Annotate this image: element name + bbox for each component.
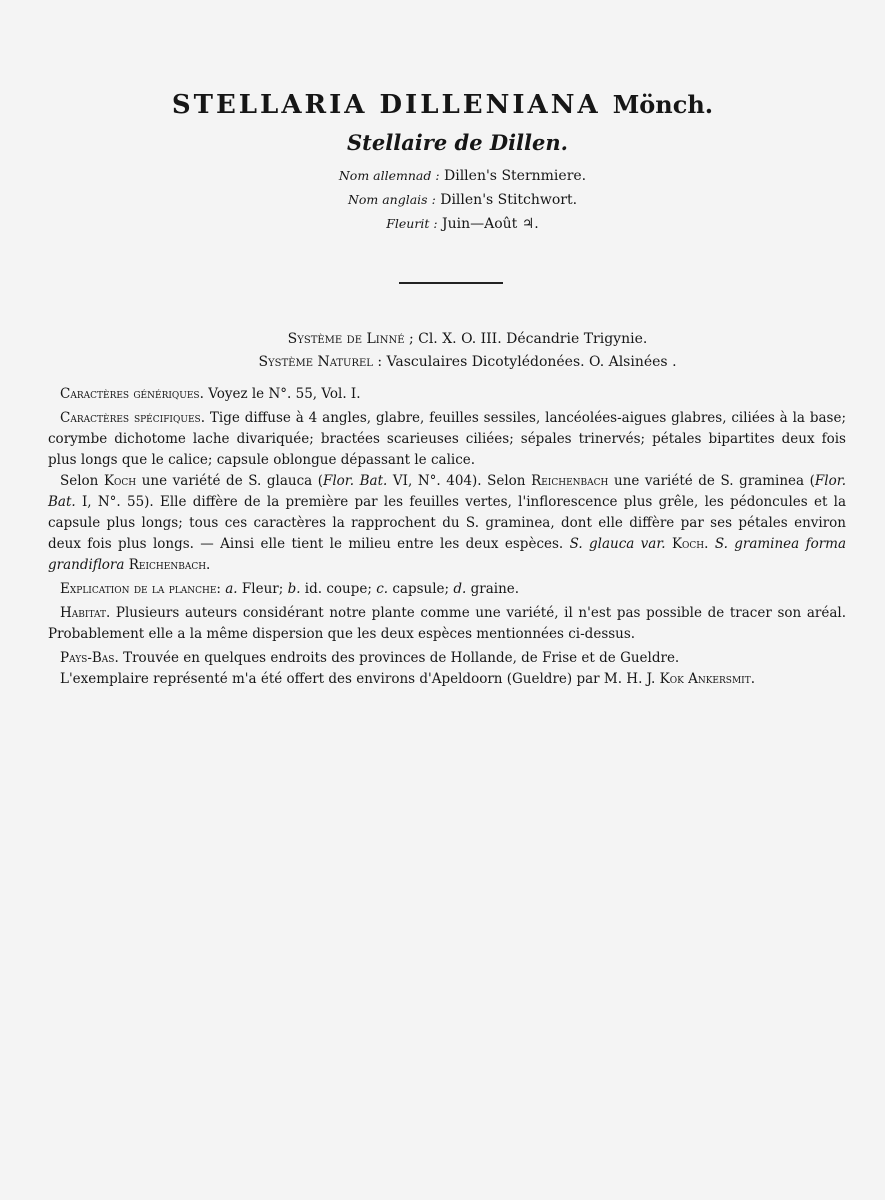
system-value: Cl. X. O. III. Décandrie Trigynie. xyxy=(418,331,648,347)
specimen-source: L'exemplaire représenté m'a été offert des environs d'Apeldoorn (Gueldre) par M. H. J. Kok Ankersmit. xyxy=(60,671,756,687)
varieties-paragraph: Selon Koch une variété de S. glauca (Flor. Bat. VI, N°. 404). Selon Reichenbach une variété de S. graminea (Flor. Bat. I, N°. 55). Elle diffère de la première par les feuilles vertes, l'inflorescence plus grêle, les pédoncules et la capsule plus longs; tous ces caractères la rapprochent du S. graminea, dont elle diffère par ses pétales environ deux fois plus longs. — Ainsi elle tient le milieu entre les deux espèces. S. glauca var. Koch. S. graminea forma grandiflora Reichenbach. xyxy=(48,473,847,573)
generic-characters: Caractères génériques. Voyez le N°. 55, Vol. I. xyxy=(60,386,361,402)
system-label: Système Naturel : xyxy=(258,354,383,370)
page-title xyxy=(0,90,885,120)
classification-systems xyxy=(0,328,885,374)
system-linne xyxy=(50,328,885,351)
pays-bas: Pays-Bas. Trouvée en quelques endroits des provinces de Hollande, de Frise et de Gueldre. xyxy=(60,650,680,666)
description-body xyxy=(48,384,846,693)
name-value: Juin—Août ♃. xyxy=(442,216,539,232)
name-label: Nom anglais : xyxy=(347,192,436,207)
species-author: Mönch. xyxy=(612,90,714,119)
specific-characters: Caractères spécifiques. Tige diffuse à 4 angles, glabre, feuilles sessiles, lancéolées-aigues glabres, ciliées à la base; corymbe dichotome lache divariquée; bractées scarieuses ciliées; sépales trinervés; pétales bipartites deux fois plus longs que le calice; capsule oblongue dépassant le calice. xyxy=(48,410,847,468)
system-naturel xyxy=(50,351,885,374)
plate-explanation: Explication de la planche: a. Fleur; b. id. coupe; c. capsule; d. graine. xyxy=(60,581,520,597)
species-name: STELLARIA DILLENIANA xyxy=(171,90,601,120)
name-label: Fleurit : xyxy=(386,216,438,231)
system-label: Système de Linné ; xyxy=(287,331,414,347)
name-german xyxy=(40,164,885,188)
habitat: Habitat. Plusieurs auteurs considérant notre plante comme une variété, il n'est pas possible de tracer son aréal. Probablement elle a la même dispersion que les deux espèces mentionnées ci-dessus. xyxy=(48,605,846,642)
name-label: Nom allemnad : xyxy=(338,168,440,183)
common-names xyxy=(0,164,885,236)
flowering-time xyxy=(40,212,885,236)
name-value: Dillen's Stitchwort. xyxy=(440,192,578,208)
divider xyxy=(399,282,503,284)
french-name: Stellaire de Dillen. xyxy=(347,130,568,155)
name-value: Dillen's Sternmiere. xyxy=(444,168,587,184)
name-english xyxy=(40,188,885,212)
system-value: Vasculaires Dicotylédonées. O. Alsinées . xyxy=(386,354,677,370)
